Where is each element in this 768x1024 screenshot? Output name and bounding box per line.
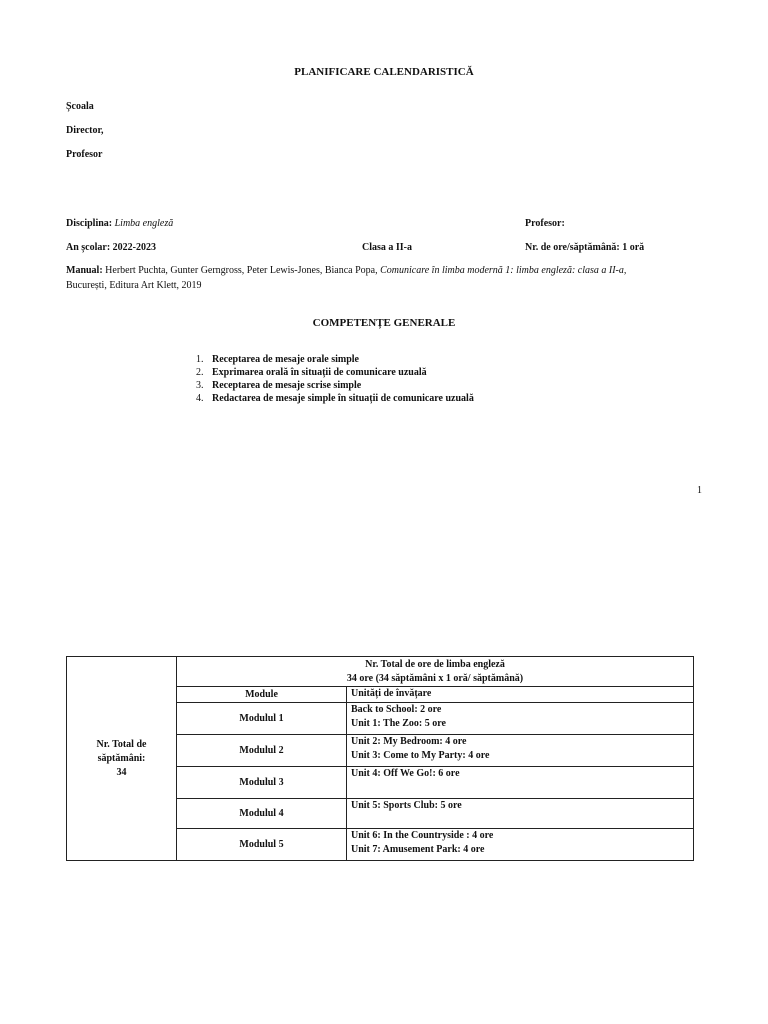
units-cell: Unit 5: Sports Club: 5 ore — [347, 799, 694, 829]
total-hours-line1: Nr. Total de ore de limba engleză — [365, 658, 505, 670]
total-hours-cell — [177, 657, 694, 687]
profesor-label: Profesor — [66, 149, 103, 160]
competenta-item: 3. Receptarea de mesaje scrise simple — [196, 380, 362, 391]
profesor-info-label: Profesor: — [525, 218, 565, 229]
total-weeks-cell — [67, 657, 177, 861]
competenta-item: 1. Receptarea de mesaje orale simple — [196, 354, 359, 365]
manual-title: Comunicare în limba modernă 1: limba engleză: clasa a II-a, — [380, 265, 627, 276]
col-units-header: Unități de învățare — [347, 687, 694, 703]
table-header-row — [67, 657, 694, 687]
manual-authors: Herbert Puchta, Gunter Gerngross, Peter Lewis-Jones, Bianca Popa, — [105, 265, 378, 276]
competenta-item: 4. Redactarea de mesaje simple în situații de comunicare uzuală — [196, 393, 474, 404]
clasa-label: Clasa a II-a — [362, 242, 413, 253]
document-title: PLANIFICARE CALENDARISTICĂ — [294, 66, 474, 78]
total-weeks-label: Nr. Total de săptămâni: — [96, 738, 147, 764]
an-scolar-value: 2022-2023 — [112, 242, 157, 253]
module-cell: Modulul 4 — [177, 799, 347, 829]
manual-label: Manual: — [66, 265, 103, 276]
module-cell: Modulul 2 — [177, 735, 347, 767]
plan-table — [66, 656, 694, 861]
competenta-item: 2. Exprimarea orală în situații de comunicare uzuală — [196, 367, 427, 378]
page-number: 1 — [697, 485, 702, 496]
disciplina-value: Limba engleză — [114, 218, 174, 229]
competente-title: COMPETENȚE GENERALE — [312, 317, 456, 329]
disciplina-line — [66, 218, 173, 229]
units-cell: Unit 6: In the Countryside : 4 ore Unit 7: Amusement Park: 4 ore — [347, 829, 694, 861]
total-weeks-value: 34 — [116, 766, 127, 778]
scoala-label: Școala — [66, 101, 94, 112]
competente-list — [196, 353, 474, 405]
col-module-header: Module — [177, 687, 347, 703]
total-hours-line2: 34 ore (34 săptămâni x 1 oră/ săptămână) — [346, 672, 524, 684]
disciplina-label: Disciplina: — [66, 218, 113, 229]
module-cell: Modulul 5 — [177, 829, 347, 861]
module-cell: Modulul 1 — [177, 703, 347, 735]
an-scolar-label: An școlar: — [66, 242, 111, 253]
nr-ore-label: Nr. de ore/săptămână: 1 oră — [525, 242, 645, 253]
units-cell: Unit 4: Off We Go!: 6 ore — [347, 767, 694, 799]
manual-publisher: București, Editura Art Klett, 2019 — [66, 280, 202, 291]
module-cell: Modulul 3 — [177, 767, 347, 799]
manual-line — [66, 265, 626, 276]
units-cell: Back to School: 2 ore Unit 1: The Zoo: 5 ore — [347, 703, 694, 735]
units-cell: Unit 2: My Bedroom: 4 ore Unit 3: Come to My Party: 4 ore — [347, 735, 694, 767]
an-scolar-line — [66, 242, 156, 253]
director-label: Director, — [66, 125, 104, 136]
